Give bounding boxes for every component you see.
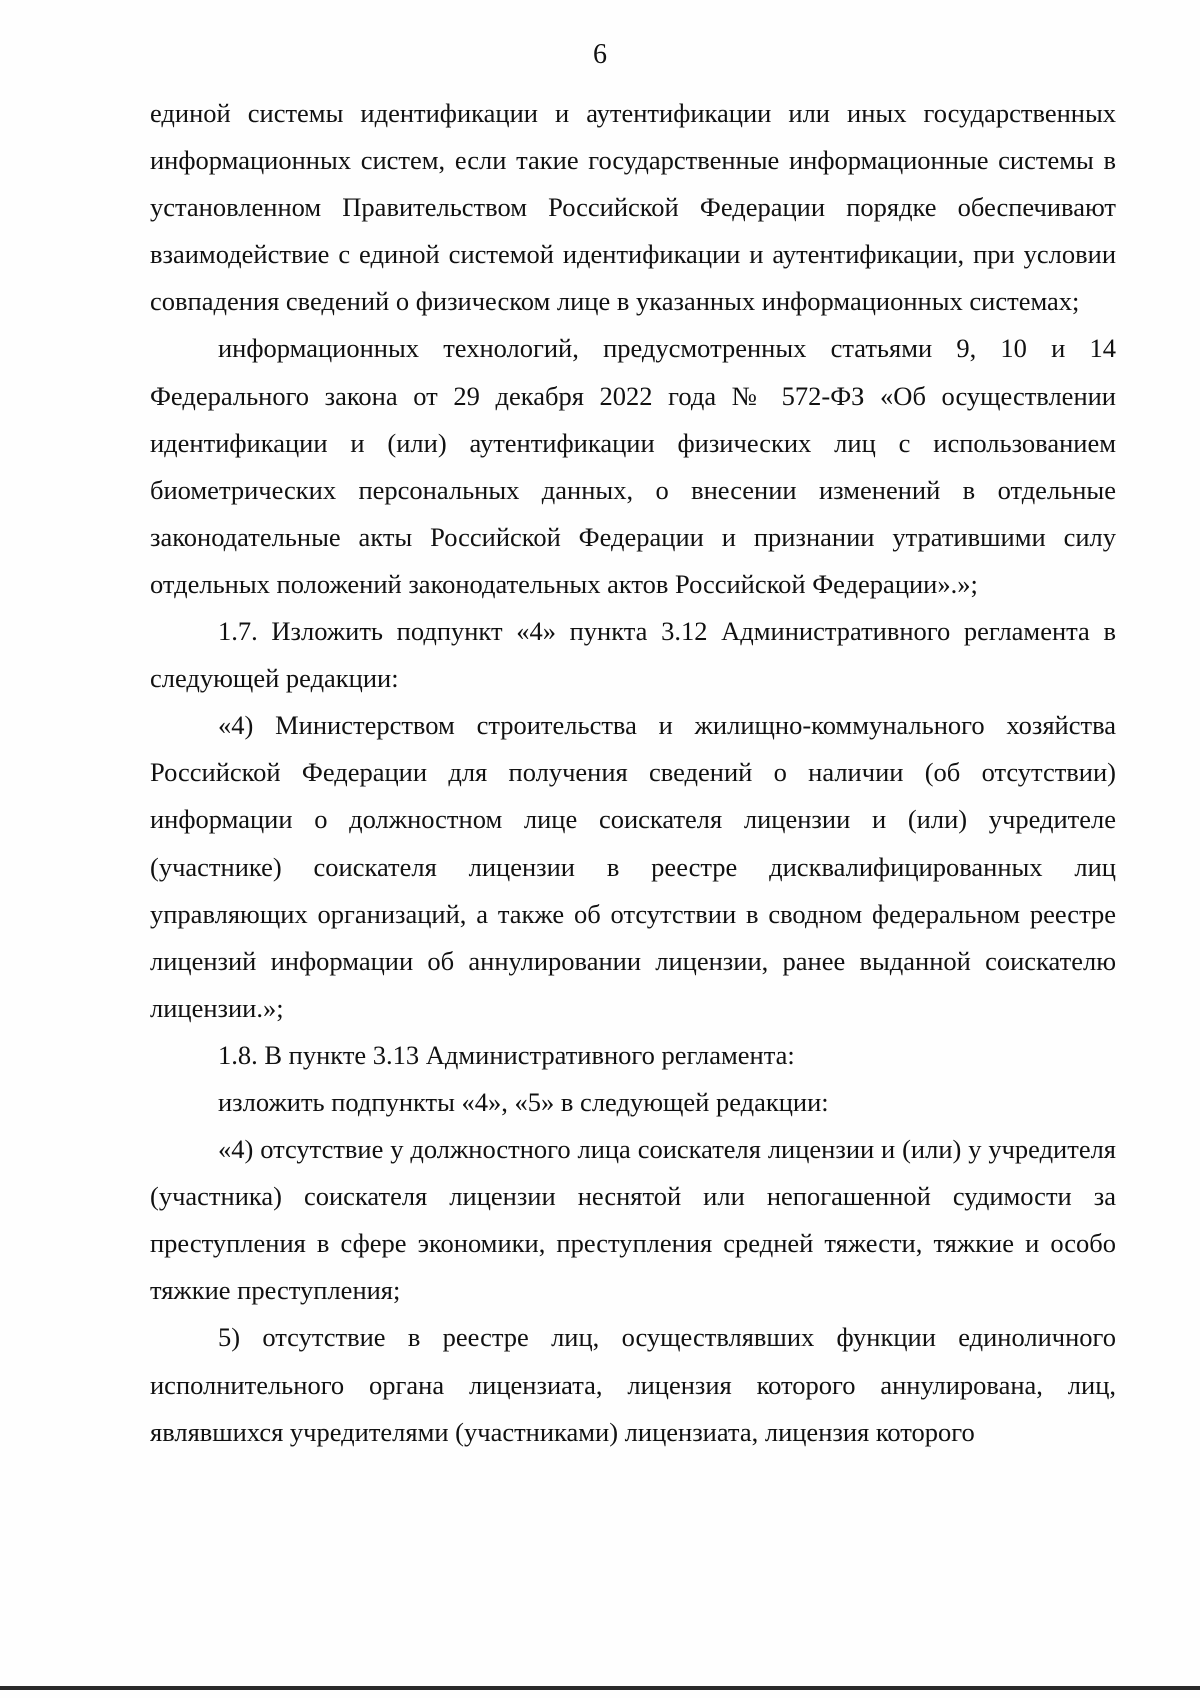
document-body — [150, 90, 1116, 1456]
paragraph-item-1-7: 1.7. Изложить подпункт «4» пункта 3.12 Административного регламента в следующей редакции: — [150, 616, 1116, 694]
paragraph-subitem-4-criminal-record: «4) отсутствие у должностного лица соискателя лицензии и (или) у учредителя (участника) соискателя лицензии неснятой или непогашенной судимости за преступления в сфере экономики, преступления средней тяжести, тяжкие и особо тяжкие преступления; — [150, 1134, 1116, 1306]
paragraph-information-technologies: информационных технологий, предусмотренных статьями 9, 10 и 14 Федерального закона от 29 декабря 2022 года № 572-ФЗ «Об осуществлении идентификации и (или) аутентификации физических лиц с использованием биометрических персональных данных, о внесении изменений в отдельные законодательные акты Российской Федерации и признании утратившими силу отдельных положений законодательных актов Российской Федерации».»; — [150, 333, 1116, 599]
paragraph-subitem-5-registry: 5) отсутствие в реестре лиц, осуществлявших функции единоличного исполнительного органа лицензиата, лицензия которого аннулирована, лиц, являвшихся учредителями (участниками) лицензиата, лицензия которого — [150, 1322, 1116, 1447]
paragraph-item-1-8: 1.8. В пункте 3.13 Административного регламента: — [218, 1039, 795, 1070]
paragraph-restate-subitems: изложить подпункты «4», «5» в следующей редакции: — [218, 1086, 829, 1117]
page-number: 6 — [593, 39, 607, 70]
scan-bottom-edge — [0, 1686, 1200, 1690]
paragraph-identification-systems: единой системы идентификации и аутентификации или иных государственных информационных систем, если такие государственные информационные системы в установленном Правительством Российской Федерации порядке обеспечивают взаимодействие с единой системой идентификации и аутентификации, при условии совпадения сведений о физическом лице в указанных информационных системах; — [150, 98, 1116, 317]
paragraph-subitem-4-ministry: «4) Министерством строительства и жилищно-коммунального хозяйства Российской Федерации для получения сведений о наличии (об отсутствии) информации о должностном лице соискателя лицензии и (или) учредителе (участнике) соискателя лицензии в реестре дисквалифицированных лиц управляющих организаций, а также об отсутствии в сводном федеральном реестре лицензий информации об аннулировании лицензии, ранее выданной соискателю лицензии.»; — [150, 710, 1116, 1023]
